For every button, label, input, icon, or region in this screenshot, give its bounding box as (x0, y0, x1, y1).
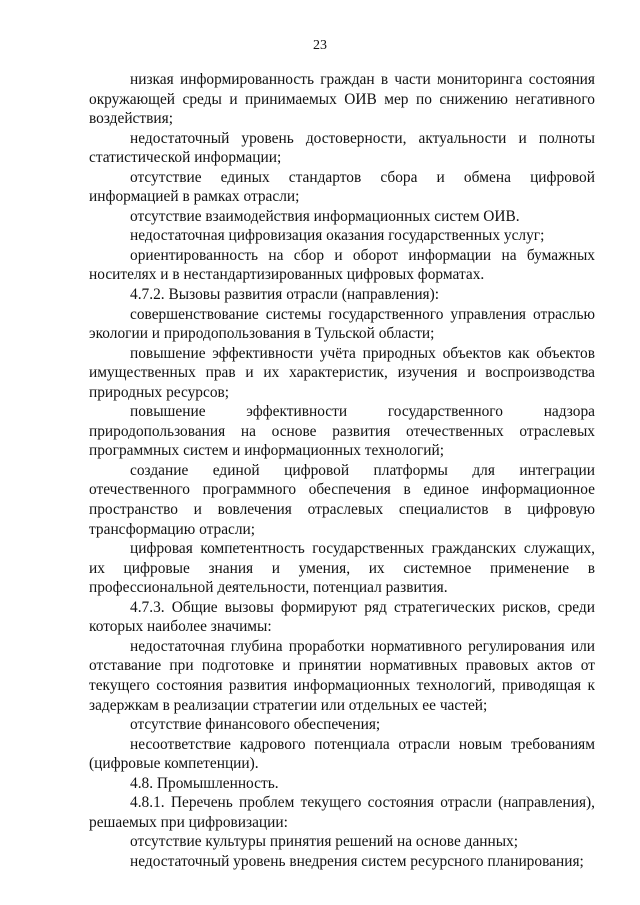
paragraph-natural-objects: повышение эффективности учёта природных объектов как объектов имущественных прав и их характеристик, изучения и воспроизводства природных ресурсов; (89, 344, 595, 401)
paragraph-governance: совершенствование системы государственного управления отраслью экологии и природопользования в Тульской области; (89, 305, 595, 343)
page-number: 23 (313, 38, 327, 53)
section-heading-4-8: 4.8. Промышленность. (130, 774, 279, 792)
paragraph-public-services: недостаточная цифровизация оказания государственных услуг; (130, 227, 545, 245)
paragraph-systems-interaction: отсутствие взаимодействия информационных систем ОИВ. (130, 207, 520, 225)
paragraph-resource-planning: недостаточный уровень внедрения систем ресурсного планирования; (130, 852, 584, 870)
section-heading-4-7-2: 4.7.2. Вызовы развития отрасли (направления): (130, 286, 440, 304)
section-heading-4-7-3: 4.7.3. Общие вызовы формируют ряд стратегических рисков, среди которых наиболее значимы: (89, 598, 595, 636)
paragraph-funding: отсутствие финансового обеспечения; (130, 716, 381, 734)
paragraph-data-culture: отсутствие культуры принятия решений на основе данных; (130, 833, 519, 851)
paragraph-regulation: недостаточная глубина проработки нормативного регулирования или отставание при подготовке и принятии нормативных правовых актов от текущего состояния развития информационных технологий, приводящая к задержкам в реализации стратегии или отдельных ее частей; (89, 637, 595, 714)
paragraph-risk-awareness: низкая информированность граждан в части мониторинга состояния окружающей среды и принимаемых ОИВ мер по снижению негативного воздействия; (89, 71, 595, 128)
paragraph-digital-competence: цифровая компетентность государственных гражданских служащих, их цифровые знания и умения, их системное применение в профессиональной деятельности, потенциал развития. (89, 540, 595, 597)
paragraph-digital-platform: создание единой цифровой платформы для интеграции отечественного программного обеспечения в единое информационное пространство и вовлечения отраслевых специалистов в цифровую трансформацию отрасли; (89, 461, 595, 538)
section-heading-4-8-1: 4.8.1. Перечень проблем текущего состояния отрасли (направления), решаемых при цифровизации: (89, 794, 595, 831)
text-body (89, 70, 595, 871)
paragraph-supervision: повышение эффективности государственного надзора природопользования на основе развития отечественных отраслевых программных систем и информационных технологий; (89, 403, 595, 460)
paragraph-standards: отсутствие единых стандартов сбора и обмена цифровой информацией в рамках отрасли; (89, 168, 595, 206)
paragraph-paper-orientation: ориентированность на сбор и оборот информации на бумажных носителях и в нестандартизированных цифровых форматах. (89, 246, 595, 284)
paragraph-statistics-quality: недостаточный уровень достоверности, актуальности и полноты статистической информации; (89, 129, 595, 167)
paragraph-staff: несоответствие кадрового потенциала отрасли новым требованиям (цифровые компетенции). (89, 735, 595, 773)
